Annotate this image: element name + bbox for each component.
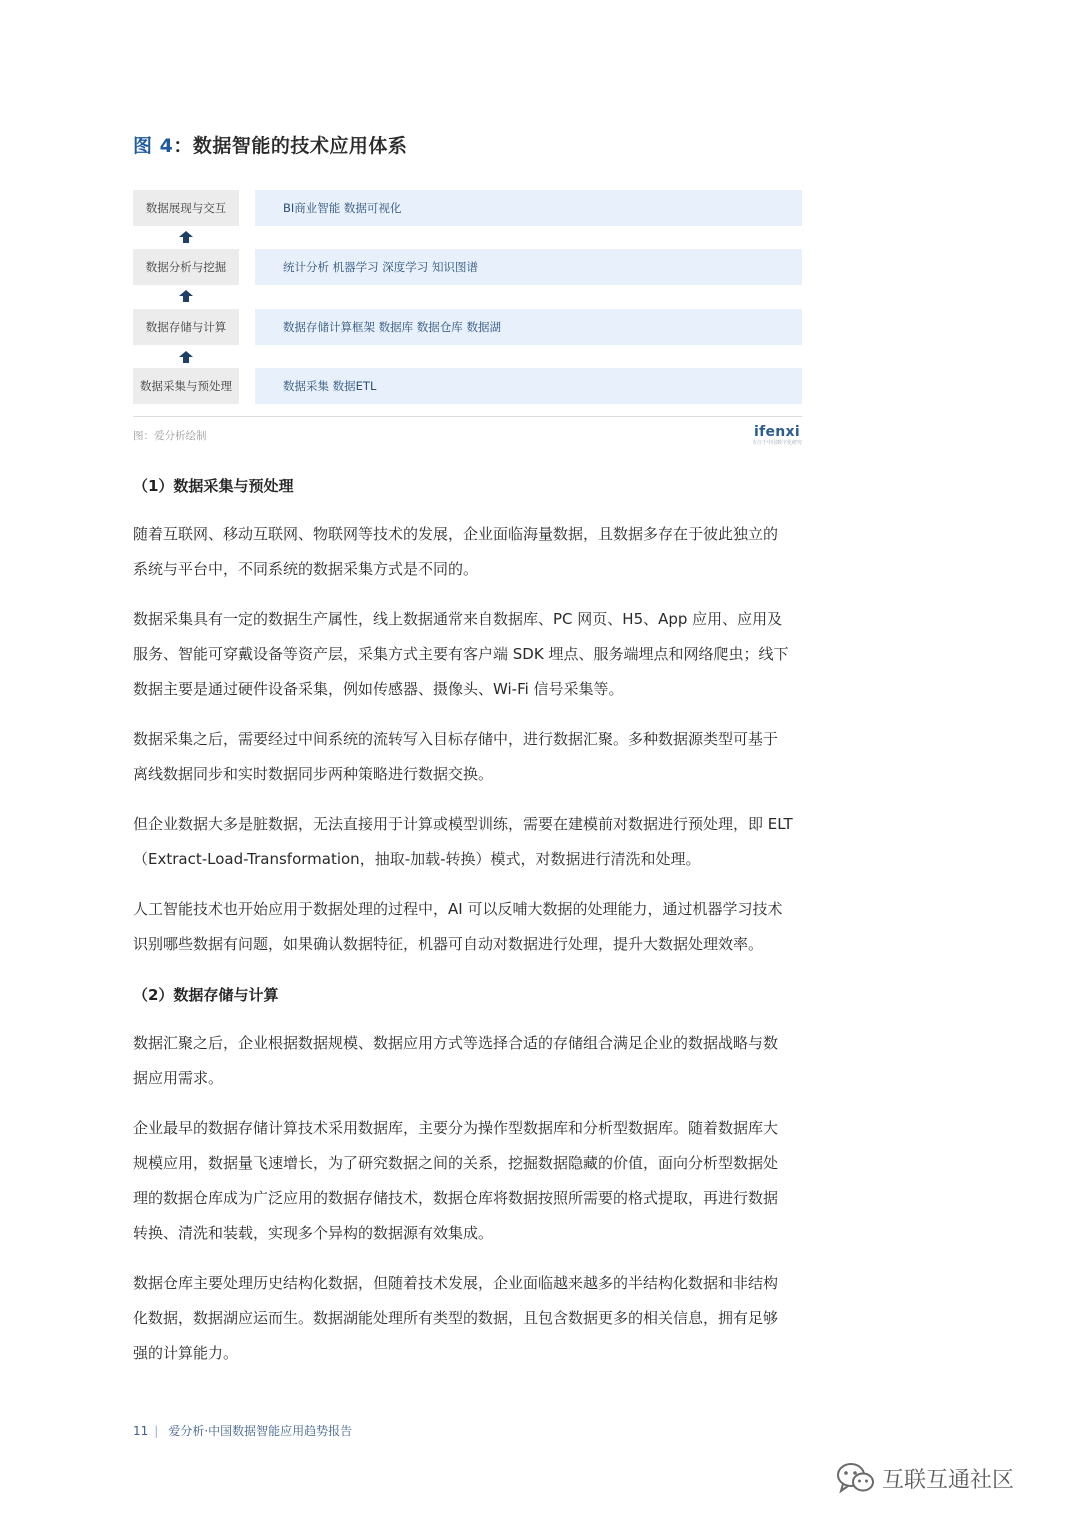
- text-line: 数据采集具有一定的数据生产属性，线上数据通常来自数据库、PC 网页、H5、App 应用、应用及: [133, 610, 783, 628]
- layer-row: [133, 249, 802, 285]
- up-arrow-icon: [179, 290, 193, 302]
- paragraph: [133, 517, 813, 587]
- layer-content: BI商业智能 数据可视化: [255, 190, 802, 226]
- ifenxi-logo: [752, 424, 802, 447]
- section-heading: （2）数据存储与计算: [133, 986, 279, 1004]
- text-line: （Extract-Load-Transformation，抽取-加载-转换）模式，对数据进行清洗和处理。: [133, 850, 701, 868]
- text-line: 理的数据仓库成为广泛应用的数据存储技术，数据仓库将数据按照所需要的格式提取，再进行数据: [133, 1189, 779, 1207]
- footer-separator: |: [154, 1424, 159, 1438]
- text-line: 离线数据同步和实时数据同步两种策略进行数据交换。: [133, 765, 494, 783]
- paragraph: [133, 602, 813, 707]
- text-line: 据应用需求。: [133, 1069, 224, 1087]
- report-title: 爱分析·中国数据智能应用趋势报告: [168, 1424, 353, 1438]
- layer-label: 数据展现与交互: [133, 190, 239, 226]
- page-footer: [133, 1422, 352, 1439]
- paragraph: [133, 722, 813, 792]
- text-line: 识别哪些数据有问题，如果确认数据特征，机器可自动对数据进行处理，提升大数据处理效率。: [133, 935, 764, 953]
- text-line: 转换、清洗和装载，实现多个异构的数据源有效集成。: [133, 1224, 494, 1242]
- paragraph: [133, 807, 813, 877]
- wechat-icon: [836, 1461, 876, 1495]
- text-line: 数据仓库主要处理历史结构化数据，但随着技术发展，企业面临越来越多的半结构化数据和非结构: [133, 1274, 779, 1292]
- layer-label: 数据存储与计算: [133, 309, 239, 345]
- figure-source: 图：爱分析绘制: [133, 430, 207, 442]
- layer-label: 数据采集与预处理: [133, 368, 239, 404]
- watermark-text: 互联互通社区: [882, 1467, 1015, 1493]
- text-line: 随着互联网、移动互联网、物联网等技术的发展，企业面临海量数据，且数据多存在于彼此独立的: [133, 525, 779, 543]
- text-line: 强的计算能力。: [133, 1344, 239, 1362]
- layer-row: [133, 309, 802, 345]
- page-number: 11: [133, 1424, 149, 1438]
- logo-tagline: 专注于中国数字化研究: [752, 440, 803, 446]
- text-line: 数据采集之后，需要经过中间系统的流转写入目标存储中，进行数据汇聚。多种数据源类型可基于: [133, 730, 779, 748]
- up-arrow-icon: [179, 231, 193, 243]
- layer-label: 数据分析与挖掘: [133, 249, 239, 285]
- text-line: 数据汇聚之后，企业根据数据规模、数据应用方式等选择合适的存储组合满足企业的数据战略与数: [133, 1034, 779, 1052]
- text-line: 系统与平台中，不同系统的数据采集方式是不同的。: [133, 560, 479, 578]
- figure-title: [133, 131, 407, 158]
- paragraph: [133, 1266, 813, 1371]
- figure-number: 图 4: [133, 135, 174, 157]
- text-line: 企业最早的数据存储计算技术采用数据库，主要分为操作型数据库和分析型数据库。随着数据库大: [133, 1119, 779, 1137]
- figure-title-text: 数据智能的技术应用体系: [192, 135, 408, 157]
- text-line: 但企业数据大多是脏数据，无法直接用于计算或模型训练，需要在建模前对数据进行预处理，即 ELT: [133, 815, 793, 833]
- up-arrow-icon: [179, 351, 193, 363]
- layer-content: 统计分析 机器学习 深度学习 知识图谱: [255, 249, 802, 285]
- text-line: 规模应用，数据量飞速增长，为了研究数据之间的关系，挖掘数据隐藏的价值，面向分析型数据处: [133, 1154, 779, 1172]
- text-line: 化数据，数据湖应运而生。数据湖能处理所有类型的数据，且包含数据更多的相关信息，拥有足够: [133, 1309, 779, 1327]
- text-line: 数据主要是通过硬件设备采集，例如传感器、摄像头、Wi-Fi 信号采集等。: [133, 680, 624, 698]
- wechat-watermark: [836, 1458, 1014, 1498]
- paragraph: [133, 1026, 813, 1096]
- figure-title-separator: ：: [173, 135, 193, 157]
- paragraph: [133, 892, 813, 962]
- logo-name: ifenxi: [754, 424, 800, 440]
- layer-row: [133, 368, 802, 404]
- layer-content: 数据存储计算框架 数据库 数据仓库 数据湖: [255, 309, 802, 345]
- paragraph: [133, 1111, 813, 1251]
- text-line: 人工智能技术也开始应用于数据处理的过程中，AI 可以反哺大数据的处理能力，通过机器学习技术: [133, 900, 783, 918]
- figure-divider: [133, 416, 802, 417]
- section-heading: （1）数据采集与预处理: [133, 477, 294, 495]
- text-line: 服务、智能可穿戴设备等资产层，采集方式主要有客户端 SDK 埋点、服务端埋点和网络爬虫；线下: [133, 645, 789, 663]
- layer-content: 数据采集 数据ETL: [255, 368, 802, 404]
- layer-row: [133, 190, 802, 226]
